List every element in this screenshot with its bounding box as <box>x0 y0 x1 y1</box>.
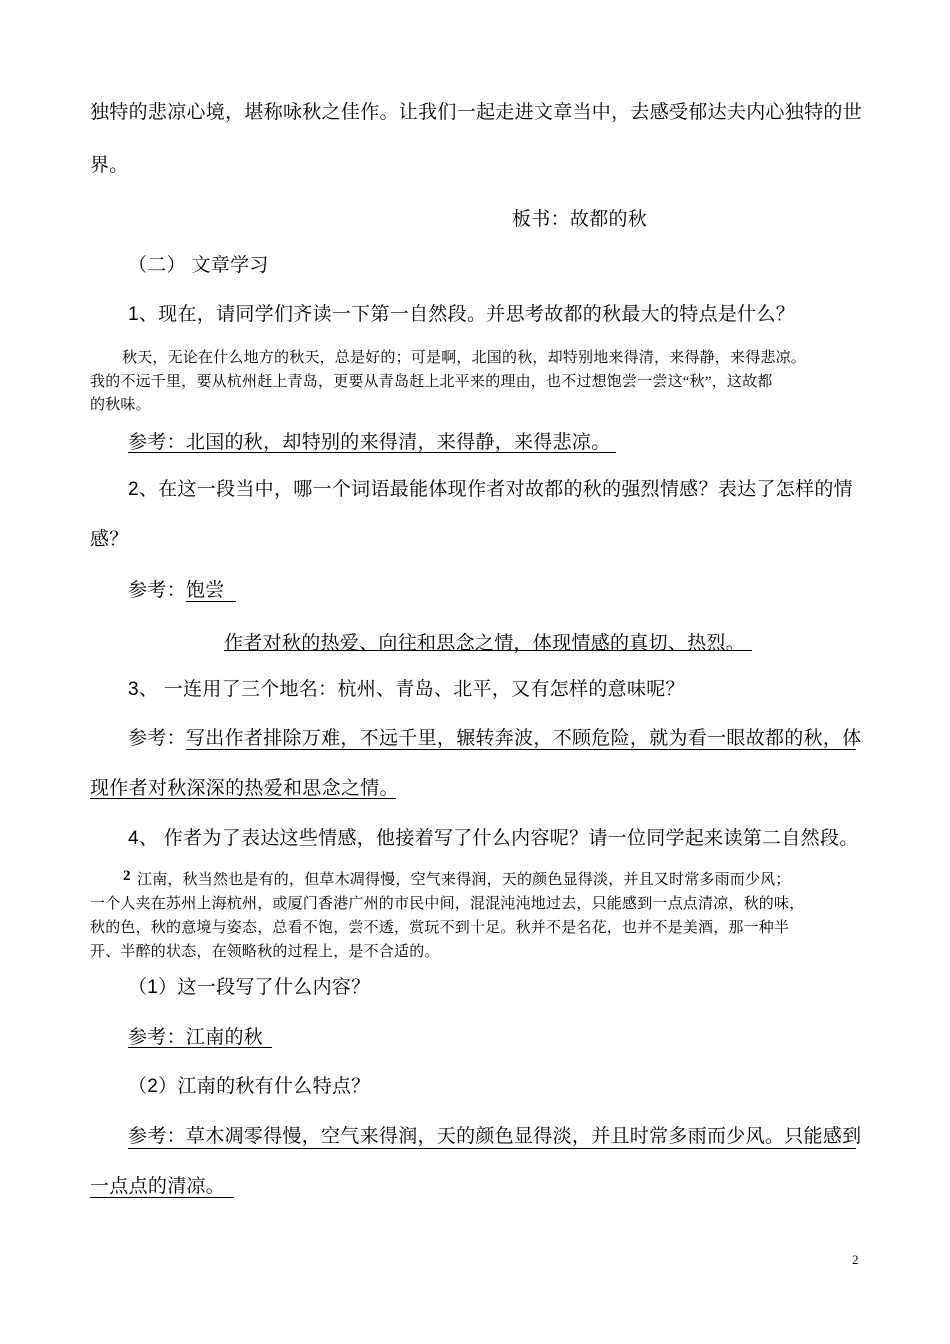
intro-line-1: 独特的悲凉心境，堪称咏秋之佳作。让我们一起走进文章当中，去感受郁达夫内心独特的世 <box>90 102 863 123</box>
answer-4-sub-2-line-2: 一点点的清凉。 <box>90 1176 226 1197</box>
answer-3-line-2-underline <box>90 798 396 799</box>
section-heading: （二） 文章学习 <box>128 255 269 276</box>
question-2-line-2: 感？ <box>90 529 129 550</box>
answer-1-underline <box>128 452 616 453</box>
question-4: 4、 作者为了表达这些情感，他接着写了什么内容呢？请一位同学起来读第二自然段。 <box>128 828 859 849</box>
passage-2-line-3: 秋的色，秋的意境与姿态，总看不饱，尝不透，赏玩不到十足。秋并不是名花，也并不是美酒，那一种半 <box>90 920 790 936</box>
answer-2-word: 饱尝 <box>186 580 225 601</box>
answer-4-sub-2-line-2-underline <box>90 1197 234 1198</box>
passage-2-number: 2 <box>123 868 131 884</box>
answer-4-sub-2-line-1: 参考：草木凋零得慢，空气来得润，天的颜色显得淡，并且时常多雨而少风。只能感到 <box>128 1126 862 1147</box>
page-number: 2 <box>852 1252 859 1267</box>
passage-2-line-1: 江南，秋当然也是有的，但草木凋得慢，空气来得润，天的颜色显得淡，并且又时常多雨而少风； <box>137 872 791 888</box>
passage-1-line-2: 我的不远千里，要从杭州赶上青岛，更要从青岛赶上北平来的理由，也不过想饱尝一尝这“秋”，这故都 <box>90 374 773 390</box>
answer-3-line-1-underline <box>186 749 856 750</box>
passage-1-line-3: 的秋味。 <box>90 397 151 413</box>
board-note: 板书：故都的秋 <box>512 209 648 230</box>
answer-2-label: 参考： <box>128 580 186 601</box>
passage-2-line-4: 开、半醉的状态，在领略秋的过程上，是不合适的。 <box>90 944 440 960</box>
question-4-sub-2: （2）江南的秋有什么特点？ <box>128 1076 371 1097</box>
question-4-sub-1: （1）这一段写了什么内容？ <box>128 977 371 998</box>
answer-4-sub-1-underline <box>128 1047 272 1048</box>
answer-4-sub-2-line-1-underline <box>128 1148 856 1149</box>
question-1: 1、现在，请同学们齐读一下第一自然段。并思考故都的秋最大的特点是什么？ <box>128 304 796 325</box>
intro-line-2: 界。 <box>90 155 129 176</box>
answer-2-word-underline <box>186 601 236 602</box>
answer-2-explanation: 作者对秋的热爱、向往和思念之情，体现情感的真切、热烈。 <box>224 633 746 654</box>
answer-3-line-1: 写出作者排除万难，不远千里，辗转奔波，不顾危险，就为看一眼故都的秋，体 <box>186 728 862 749</box>
answer-4-sub-1: 参考：江南的秋 <box>128 1027 264 1048</box>
question-3: 3、 一连用了三个地名：杭州、青岛、北平，又有怎样的意味呢？ <box>128 679 685 700</box>
passage-1-line-1: 秋天，无论在什么地方的秋天，总是好的；可是啊，北国的秋，却特别地来得清，来得静，来得悲凉。 <box>122 350 807 366</box>
answer-3-label: 参考： <box>128 728 186 749</box>
passage-2-line-2: 一个人夹在苏州上海杭州，或厦门香港广州的市民中间，混混沌沌地过去，只能感到一点点清凉，秋的味， <box>90 896 805 912</box>
answer-1: 参考：北国的秋，却特别的来得清，来得静，来得悲凉。 <box>128 432 611 453</box>
answer-3-line-2: 现作者对秋深深的热爱和思念之情。 <box>90 778 399 799</box>
question-2-line-1: 2、在这一段当中，哪一个词语最能体现作者对故都的秋的强烈情感？表达了怎样的情 <box>128 479 853 500</box>
answer-2-explanation-underline <box>224 650 752 651</box>
